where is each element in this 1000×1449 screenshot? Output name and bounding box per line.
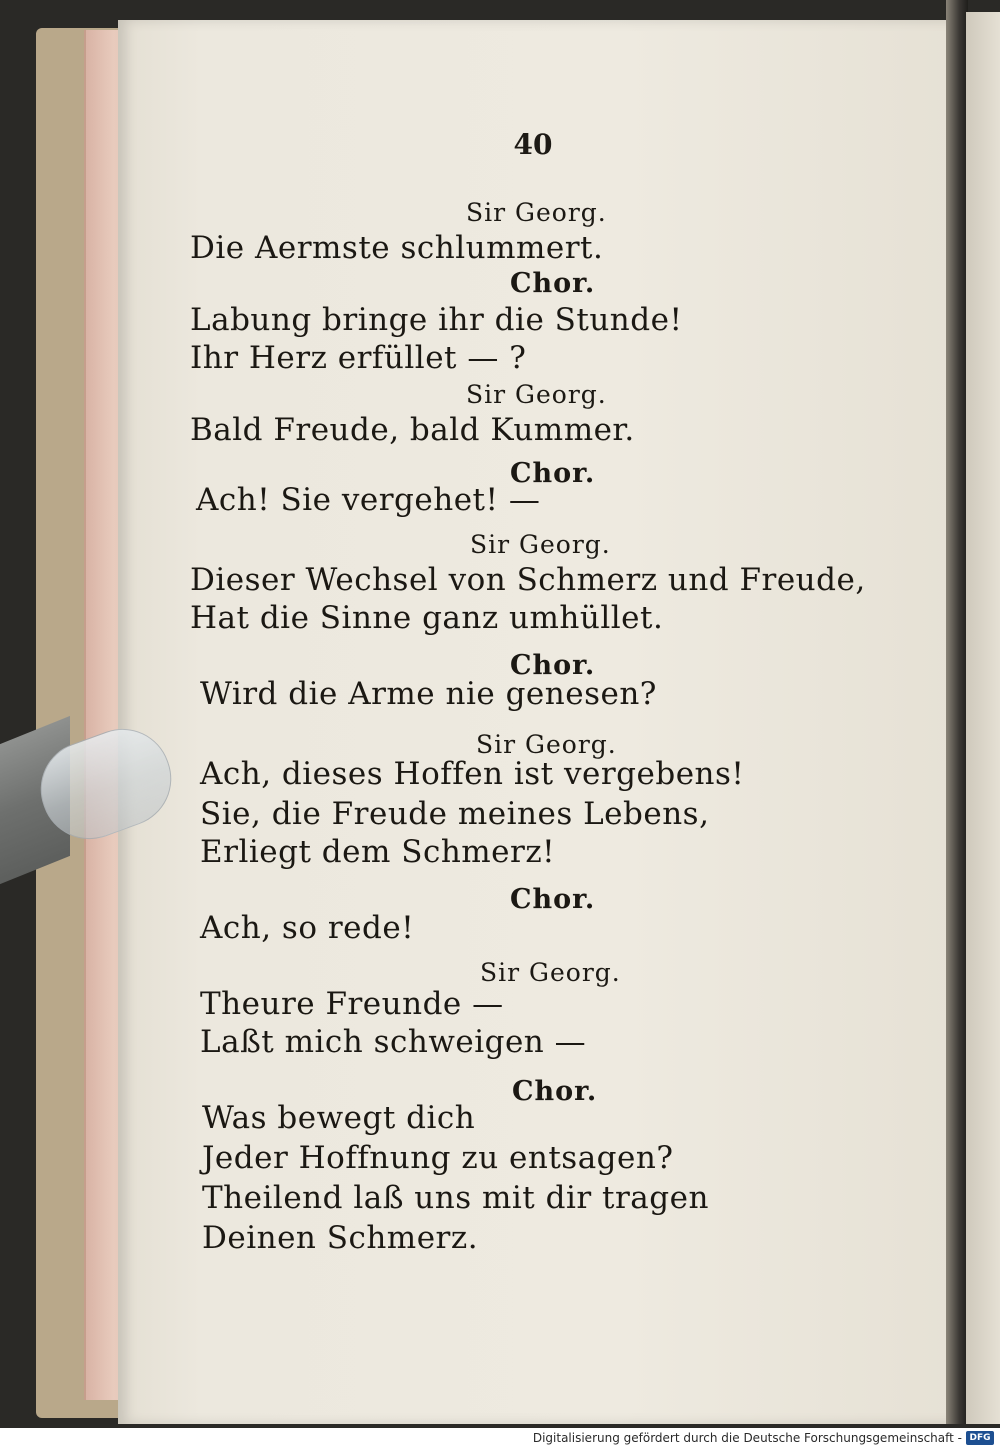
verse-line: Die Aermste schlummert.: [190, 230, 604, 266]
chorus-label: Chor.: [510, 884, 596, 915]
verse-line: Theilend laß uns mit dir tragen: [202, 1180, 709, 1216]
verse-line: Laßt mich schweigen —: [200, 1024, 587, 1060]
verse-line: Erliegt dem Schmerz!: [200, 834, 556, 870]
speaker-label: Sir Georg.: [476, 730, 617, 759]
footer-credit: Digitalisierung gefördert durch die Deutsche Forschungsgemeinschaft -: [532, 1431, 962, 1445]
verse-line: Wird die Arme nie genesen?: [200, 676, 657, 712]
verse-line: Deinen Schmerz.: [202, 1220, 479, 1256]
chorus-label: Chor.: [510, 650, 596, 681]
facing-page-edge: [966, 12, 1000, 1424]
verse-line: Ach, dieses Hoffen ist vergebens!: [200, 756, 745, 792]
verse-line: Bald Freude, bald Kummer.: [190, 412, 635, 448]
chorus-label: Chor.: [510, 268, 596, 299]
verse-line: Ihr Herz erfüllet — ?: [190, 340, 527, 376]
verse-line: Ach, so rede!: [200, 910, 415, 946]
verse-line: Ach! Sie vergehet! —: [196, 482, 541, 518]
book-gutter: [946, 0, 968, 1424]
verse-line: Hat die Sinne ganz umhüllet.: [190, 600, 664, 636]
speaker-label: Sir Georg.: [466, 198, 607, 227]
chorus-label: Chor.: [510, 458, 596, 489]
verse-line: Sie, die Freude meines Lebens,: [200, 796, 710, 832]
verse-line: Was bewegt dich: [202, 1100, 476, 1136]
speaker-label: Sir Georg.: [480, 958, 621, 987]
chorus-label: Chor.: [512, 1076, 598, 1107]
speaker-label: Sir Georg.: [470, 530, 611, 559]
speaker-label: Sir Georg.: [466, 380, 607, 409]
verse-line: Labung bringe ihr die Stunde!: [190, 302, 683, 338]
verse-line: Jeder Hoffnung zu entsagen?: [202, 1140, 674, 1176]
verse-line: Dieser Wechsel von Schmerz und Freude,: [190, 562, 866, 598]
dfg-logo: DFG: [966, 1431, 994, 1445]
verse-line: Theure Freunde —: [200, 986, 504, 1022]
page-number: 40: [513, 128, 553, 161]
